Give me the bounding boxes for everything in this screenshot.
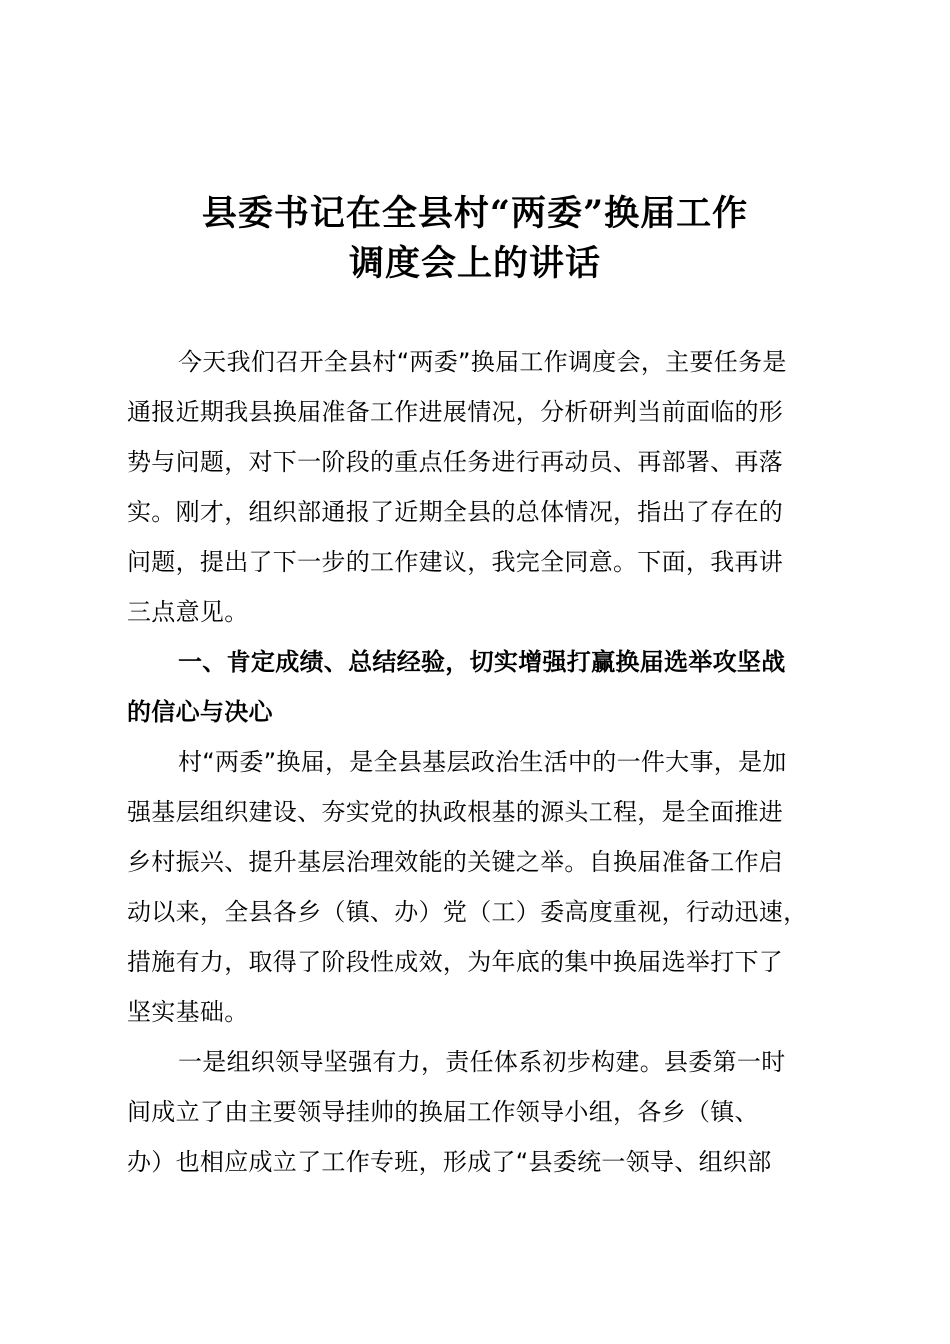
paragraph-line: 村“两委”换届，是全县基层政治生活中的一件大事，是加 [178, 748, 787, 776]
heading-line: 一、肯定成绩、总结经验，切实增强打赢换届选举攻坚战 [178, 648, 786, 676]
paragraph-line: 三点意见。 [127, 598, 249, 626]
document-title-line-1: 县委书记在全县村“两委”换届工作 [201, 193, 749, 234]
paragraph-line: 动以来，全县各乡（镇、办）党（工）委高度重视，行动迅速， [127, 898, 808, 926]
paragraph-line: 强基层组织建设、夯实党的执政根基的源头工程，是全面推进 [127, 798, 784, 826]
heading-line: 的信心与决心 [127, 698, 273, 726]
paragraph-line: 间成立了由主要领导挂帅的换届工作领导小组，各乡（镇、 [127, 1098, 759, 1126]
paragraph-line: 实。刚才，组织部通报了近期全县的总体情况，指出了存在的 [127, 498, 784, 526]
paragraph-line: 今天我们召开全县村“两委”换届工作调度会，主要任务是 [178, 348, 787, 376]
paragraph-line: 问题，提出了下一步的工作建议，我完全同意。下面，我再讲 [127, 548, 784, 576]
paragraph-line: 一是组织领导坚强有力，责任体系初步构建。县委第一时 [178, 1048, 786, 1076]
paragraph-line: 坚实基础。 [127, 998, 249, 1026]
paragraph-line: 措施有力，取得了阶段性成效，为年底的集中换届选举打下了 [127, 948, 784, 976]
document-title-line-2: 调度会上的讲话 [348, 243, 601, 284]
paragraph-line: 办）也相应成立了工作专班，形成了“县委统一领导、组织部 [127, 1148, 772, 1176]
paragraph-line: 通报近期我县换届准备工作进展情况，分析研判当前面临的形 [127, 398, 784, 426]
paragraph-line: 乡村振兴、提升基层治理效能的关键之举。自换届准备工作启 [127, 848, 784, 876]
paragraph-line: 势与问题，对下一阶段的重点任务进行再动员、再部署、再落 [127, 448, 784, 476]
